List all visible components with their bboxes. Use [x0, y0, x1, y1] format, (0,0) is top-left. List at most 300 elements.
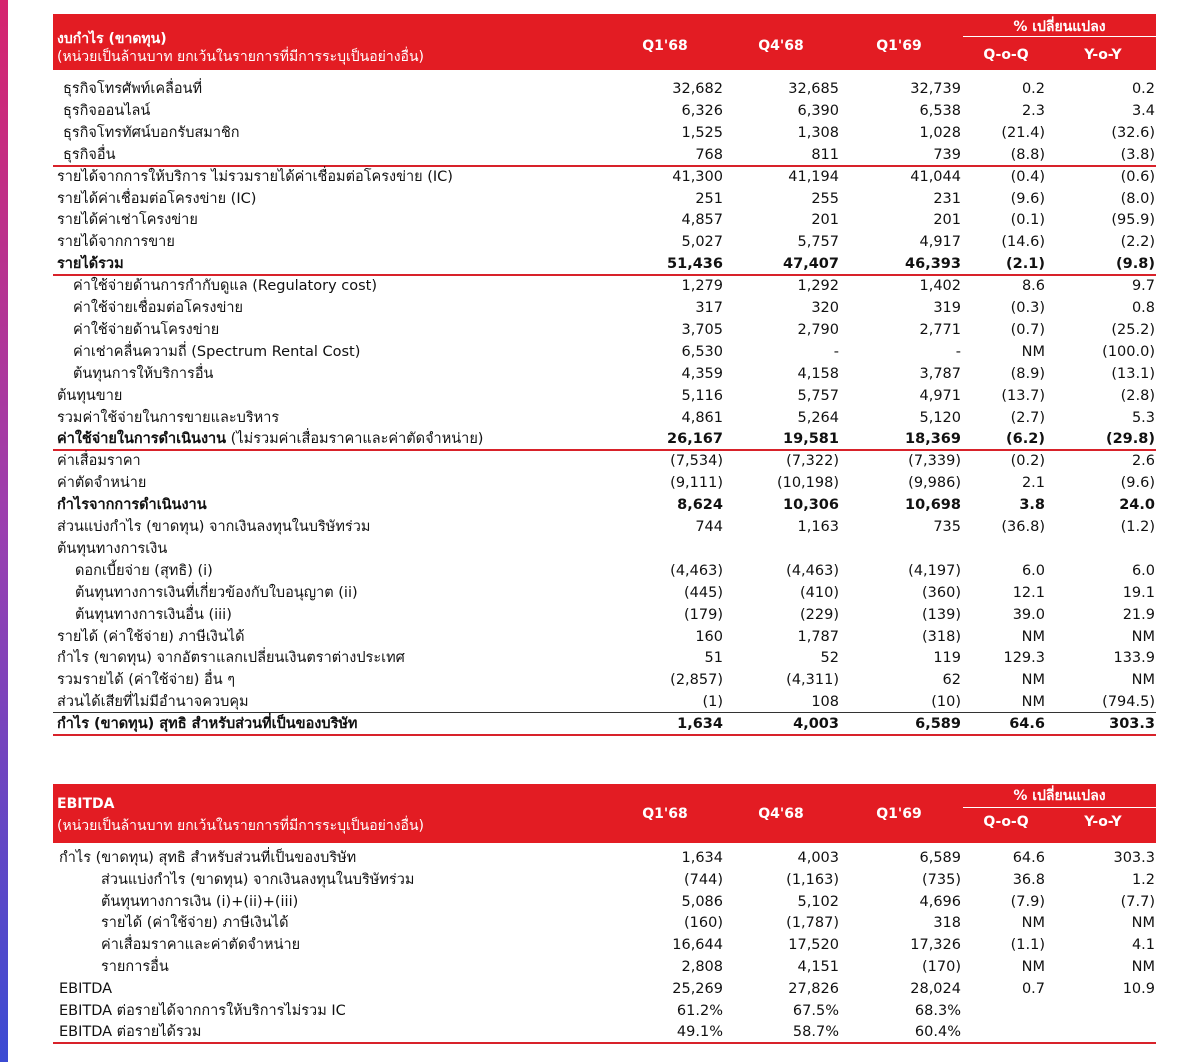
cell-value: 3.8 [1019, 497, 1045, 514]
cell-value: 2.3 [1021, 102, 1045, 119]
cell-value: 5,027 [681, 234, 723, 251]
cell-value: 17,520 [788, 937, 839, 954]
table-row [53, 472, 1156, 494]
table-row [53, 407, 1156, 429]
row-label-text: ต้นทุนขาย [57, 387, 123, 404]
cell-value: 9.7 [1131, 278, 1155, 295]
cell-value: 64.6 [1012, 850, 1045, 866]
cell-value: 319 [933, 300, 961, 316]
table-row [53, 297, 1156, 319]
cell-value: (170) [922, 959, 961, 975]
cell-value: 32,739 [910, 81, 961, 97]
table-row [53, 647, 1156, 669]
row-label [57, 450, 141, 472]
change-header: % เปลี่ยนแปลง [1013, 19, 1106, 35]
cell-value: 6.0 [1021, 562, 1045, 579]
table-row [53, 847, 1156, 869]
cell-value: 1,402 [919, 278, 961, 295]
row-label-text: กำไรจากการดำเนินงาน [57, 497, 207, 514]
col-header-q1-69: Q1'69 [876, 806, 922, 822]
row-label-text: ค่าเสื่อมราคา [57, 453, 141, 470]
cell-value: 5,757 [797, 234, 839, 251]
cell-value: 6,589 [919, 850, 961, 866]
table-row [53, 450, 1156, 472]
cell-value: 10,698 [905, 497, 961, 514]
table-row [53, 604, 1156, 626]
table-row [53, 275, 1156, 297]
cell-value: (735) [922, 871, 961, 888]
row-label [73, 363, 213, 385]
row-label [57, 231, 175, 253]
cell-value: 49.1% [676, 1024, 723, 1041]
table-title: งบกำไร (ขาดทุน) [57, 31, 167, 47]
cell-value: (32.6) [1111, 124, 1155, 141]
cell-value: 4,003 [797, 850, 839, 866]
cell-value: 4,359 [681, 365, 723, 382]
row-label-text: รายได้ (ค่าใช้จ่าย) ภาษีเงินได้ [101, 915, 289, 932]
cell-value: (100.0) [1102, 343, 1155, 360]
row-label-text: รายได้รวม [57, 256, 124, 273]
cell-value: (8.0) [1120, 190, 1155, 207]
col-header-q1-68: Q1'68 [642, 38, 688, 54]
row-label-text: รายได้ค่าเชื่อมต่อโครงข่าย (IC) [57, 190, 257, 207]
cell-value: 39.0 [1012, 606, 1045, 623]
row-label-text: ค่าใช้จ่ายด้านโครงข่าย [73, 321, 220, 338]
cell-value: 46,393 [905, 256, 961, 273]
col-header-q4-68: Q4'68 [758, 806, 804, 822]
cell-value: (0.7) [1010, 321, 1045, 338]
cell-value: 61.2% [676, 1002, 723, 1019]
cell-value: (318) [922, 628, 961, 645]
table-row [53, 560, 1156, 582]
cell-value: (179) [684, 606, 723, 623]
cell-value: (13.1) [1111, 365, 1155, 382]
row-label [73, 341, 360, 363]
cell-value: 5,757 [797, 387, 839, 404]
cell-value: (360) [922, 584, 961, 601]
col-header-q4-68: Q4'68 [758, 38, 804, 54]
cell-value: 4,003 [793, 716, 839, 733]
cell-value: (10) [931, 694, 961, 711]
cell-value: 51,436 [667, 256, 723, 273]
row-label [57, 209, 198, 231]
cell-value: 18,369 [905, 431, 961, 448]
row-label [57, 516, 370, 538]
cell-value: 201 [933, 212, 961, 229]
cell-value: 32,685 [788, 81, 839, 97]
row-label-text: รวมค่าใช้จ่ายในการขายและบริหาร [57, 409, 280, 426]
cell-value: (21.4) [1001, 124, 1045, 141]
cell-value: 52 [820, 650, 839, 667]
row-label-text: ค่าเสื่อมราคาและค่าตัดจำหน่าย [101, 937, 301, 954]
cell-value: 5,116 [681, 387, 723, 404]
cell-value: 5,120 [919, 409, 961, 426]
table-row [53, 691, 1156, 713]
col-header-q1-68: Q1'68 [642, 806, 688, 822]
cell-value: (9,111) [670, 475, 723, 492]
col-header-qoq: Q-o-Q [983, 47, 1029, 63]
cell-value: 6,589 [915, 716, 961, 733]
cell-value: 41,300 [672, 168, 723, 185]
cell-value: (160) [684, 915, 723, 932]
row-divider [53, 1042, 1156, 1044]
row-label-text: ธุรกิจโทรทัศน์บอกรับสมาชิก [63, 124, 240, 141]
cell-value: 5.3 [1131, 409, 1155, 426]
cell-value: 0.2 [1131, 81, 1155, 97]
cell-value: 4,971 [919, 387, 961, 404]
cell-value: 6,326 [681, 102, 723, 119]
col-header-qoq: Q-o-Q [983, 814, 1029, 830]
row-label-text: ดอกเบี้ยจ่าย (สุทธิ) (i) [75, 562, 213, 579]
cell-value: 303.3 [1113, 850, 1155, 866]
row-label [57, 385, 122, 407]
cell-value: 8.6 [1021, 278, 1045, 295]
table-row [53, 78, 1156, 100]
cell-value: 768 [695, 146, 723, 163]
cell-value: 16,644 [672, 937, 723, 954]
cell-value: (2.1) [1006, 256, 1045, 273]
table-row [53, 713, 1156, 735]
table-row [53, 869, 1156, 891]
table-row [53, 209, 1156, 231]
cell-value: - [833, 343, 839, 360]
cell-value: 119 [933, 650, 961, 667]
cell-value: 129.3 [1003, 650, 1045, 667]
cell-value: 133.9 [1113, 650, 1155, 667]
cell-value: 58.7% [792, 1024, 839, 1041]
row-label-text: ธุรกิจออนไลน์ [63, 102, 151, 119]
col-header-yoy: Y-o-Y [1084, 47, 1122, 63]
row-label-text: ธุรกิจอื่น [63, 146, 116, 163]
cell-value: 2,771 [919, 321, 961, 338]
header-divider [963, 36, 1156, 37]
row-label-text: ค่าใช้จ่ายเชื่อมต่อโครงข่าย [73, 300, 243, 316]
cell-value: 25,269 [672, 980, 723, 997]
cell-value: (36.8) [1001, 519, 1045, 535]
row-label-text: EBITDA ต่อรายได้รวม [59, 1024, 202, 1041]
row-label-text: ต้นทุนทางการเงินที่เกี่ยวข้องกับใบอนุญาต (ii) [75, 584, 358, 601]
cell-value: 51 [704, 650, 723, 667]
cell-value: 735 [933, 519, 961, 535]
cell-value: NM [1021, 694, 1045, 711]
cell-value: 1,634 [677, 716, 723, 733]
row-label [57, 407, 279, 429]
cell-value: (0.6) [1120, 168, 1155, 185]
cell-value: 4,151 [797, 959, 839, 975]
cell-value: 10.9 [1122, 980, 1155, 997]
cell-value: 1,292 [797, 278, 839, 295]
row-label [57, 428, 483, 450]
cell-value: 4,857 [681, 212, 723, 229]
row-label [101, 912, 288, 934]
row-label [59, 978, 112, 1000]
table-row [53, 363, 1156, 385]
row-label-text: ค่าใช้จ่ายในการดำเนินงาน [57, 431, 227, 448]
row-label [57, 538, 167, 560]
cell-value: 1.2 [1131, 871, 1155, 888]
table-row [53, 934, 1156, 956]
cell-value: (2.7) [1010, 409, 1045, 426]
cell-value: 3.4 [1131, 102, 1155, 119]
cell-value: (9.6) [1010, 190, 1045, 207]
cell-value: 28,024 [910, 980, 961, 997]
row-label [63, 122, 240, 144]
cell-value: (0.4) [1010, 168, 1045, 185]
cell-value: 21.9 [1122, 606, 1155, 623]
row-label-text: ส่วนได้เสียที่ไม่มีอำนาจควบคุม [57, 694, 249, 711]
row-label [63, 100, 150, 122]
table-row [53, 385, 1156, 407]
cell-value: 1,308 [797, 124, 839, 141]
cell-value: NM [1131, 915, 1155, 932]
cell-value: (0.1) [1010, 212, 1045, 229]
cell-value: 4,917 [919, 234, 961, 251]
row-label-text: ต้นทุนทางการเงินอื่น (iii) [75, 606, 232, 623]
cell-value: (14.6) [1001, 234, 1045, 251]
cell-value: 32,682 [672, 81, 723, 97]
cell-value: (2.8) [1120, 387, 1155, 404]
cell-value: 3,787 [919, 365, 961, 382]
cell-value: 201 [811, 212, 839, 229]
table-row [53, 494, 1156, 516]
cell-value: (9.6) [1120, 475, 1155, 492]
cell-value: (8.8) [1010, 146, 1045, 163]
row-label-text: รายได้ (ค่าใช้จ่าย) ภาษีเงินได้ [57, 628, 245, 645]
row-label [57, 188, 256, 210]
cell-value: 231 [933, 190, 961, 207]
cell-value: 2,790 [797, 321, 839, 338]
cell-value: (13.7) [1001, 387, 1045, 404]
cell-value: 255 [811, 190, 839, 207]
table-row [53, 341, 1156, 363]
table-row [53, 912, 1156, 934]
cell-value: (744) [684, 871, 723, 888]
cell-value: NM [1021, 915, 1045, 932]
row-label-text: กำไร (ขาดทุน) จากอัตราแลกเปลี่ยนเงินตราต่างประเทศ [57, 650, 405, 667]
cell-value: (410) [800, 584, 839, 601]
cell-value: (29.8) [1105, 431, 1155, 448]
cell-value: (9.8) [1116, 256, 1155, 273]
cell-value: 160 [695, 628, 723, 645]
cell-value: (25.2) [1111, 321, 1155, 338]
cell-value: 811 [811, 146, 839, 163]
cell-value: (4,197) [908, 562, 961, 579]
cell-value: (2.2) [1120, 234, 1155, 251]
row-label [57, 472, 146, 494]
cell-value: (1,163) [786, 871, 839, 888]
table-title: EBITDA [57, 796, 115, 812]
cell-value: 3,705 [681, 321, 723, 338]
row-label [57, 166, 453, 188]
row-divider [53, 734, 1156, 736]
row-label-text: ค่าใช้จ่ายด้านการกำกับดูแล (Regulatory cost) [73, 278, 377, 295]
cell-value: (95.9) [1111, 212, 1155, 229]
table-row [53, 428, 1156, 450]
row-label-note: (ไม่รวมค่าเสื่อมราคาและค่าตัดจำหน่าย) [226, 431, 484, 448]
cell-value: 4,861 [681, 409, 723, 426]
cell-value: (445) [684, 584, 723, 601]
cell-value: 24.0 [1119, 497, 1155, 514]
cell-value: 67.5% [792, 1002, 839, 1019]
row-label [101, 934, 300, 956]
row-label [57, 713, 358, 735]
header-divider [963, 807, 1156, 808]
change-header: % เปลี่ยนแปลง [1013, 788, 1106, 804]
cell-value: (8.9) [1010, 365, 1045, 382]
cell-value: 744 [695, 519, 723, 535]
cell-value: 2,808 [681, 959, 723, 975]
left-accent-bar [0, 0, 8, 1062]
cell-value: 41,194 [788, 168, 839, 185]
cell-value: (1) [702, 694, 723, 711]
row-label [57, 647, 405, 669]
table-row [53, 626, 1156, 648]
row-label-text: ต้นทุนการให้บริการอื่น [73, 365, 214, 382]
row-label-text: รายการอื่น [101, 959, 169, 975]
row-label [63, 78, 202, 100]
cell-value: 0.8 [1131, 300, 1155, 316]
cell-value: (6.2) [1006, 431, 1045, 448]
row-label [59, 847, 356, 869]
cell-value: NM [1021, 628, 1045, 645]
table-row [53, 956, 1156, 978]
cell-value: NM [1131, 628, 1155, 645]
row-label [73, 275, 377, 297]
cell-value: 68.3% [914, 1002, 961, 1019]
cell-value: (1,787) [786, 915, 839, 932]
row-label-text: รายได้จากการให้บริการ ไม่รวมรายได้ค่าเชื่อมต่อโครงข่าย (IC) [57, 168, 453, 185]
col-header-q1-69: Q1'69 [876, 38, 922, 54]
cell-value: 303.3 [1109, 716, 1155, 733]
row-label [57, 253, 124, 275]
cell-value: 6,530 [681, 343, 723, 360]
cell-value: (4,463) [786, 562, 839, 579]
col-header-yoy: Y-o-Y [1084, 814, 1122, 830]
cell-value: 26,167 [667, 431, 723, 448]
cell-value: 1,279 [681, 278, 723, 295]
cell-value: (7.9) [1010, 893, 1045, 910]
table-row [53, 669, 1156, 691]
cell-value: NM [1021, 672, 1045, 689]
table-row [53, 516, 1156, 538]
row-label-text: ค่าตัดจำหน่าย [57, 475, 147, 492]
cell-value: (9,986) [908, 475, 961, 492]
cell-value: (794.5) [1102, 694, 1155, 711]
row-label-text: กำไร (ขาดทุน) สุทธิ สำหรับส่วนที่เป็นของบริษัท [57, 716, 358, 733]
cell-value: 5,086 [681, 893, 723, 910]
row-label-text: ส่วนแบ่งกำไร (ขาดทุน) จากเงินลงทุนในบริษัทร่วม [101, 871, 415, 888]
cell-value: 108 [811, 694, 839, 711]
cell-value: 19,581 [783, 431, 839, 448]
cell-value: 64.6 [1009, 716, 1045, 733]
row-label [57, 691, 249, 713]
row-label [73, 319, 219, 341]
cell-value: - [955, 343, 961, 360]
cell-value: (0.2) [1010, 453, 1045, 470]
cell-value: 6,538 [919, 102, 961, 119]
cell-value: NM [1131, 672, 1155, 689]
cell-value: 17,326 [910, 937, 961, 954]
cell-value: (10,198) [776, 475, 839, 492]
cell-value: 6.0 [1131, 562, 1155, 579]
cell-value: 19.1 [1122, 584, 1155, 601]
cell-value: (4,311) [786, 672, 839, 689]
row-label-text: ส่วนแบ่งกำไร (ขาดทุน) จากเงินลงทุนในบริษัทร่วม [57, 519, 371, 535]
cell-value: 27,826 [788, 980, 839, 997]
table-row [53, 166, 1156, 188]
cell-value: 2.6 [1131, 453, 1155, 470]
cell-value: 10,306 [783, 497, 839, 514]
table-row [53, 253, 1156, 275]
cell-value: 317 [695, 300, 723, 316]
table-row [53, 978, 1156, 1000]
cell-value: 8,624 [677, 497, 723, 514]
table-row [53, 319, 1156, 341]
cell-value: 2.1 [1021, 475, 1045, 492]
table-row [53, 231, 1156, 253]
cell-value: NM [1021, 959, 1045, 975]
row-label [101, 869, 414, 891]
cell-value: (139) [922, 606, 961, 623]
table-row [53, 891, 1156, 913]
row-label-text: รายได้ค่าเช่าโครงข่าย [57, 212, 198, 229]
cell-value: 0.2 [1021, 81, 1045, 97]
cell-value: (4,463) [670, 562, 723, 579]
cell-value: 320 [811, 300, 839, 316]
cell-value: (1.1) [1010, 937, 1045, 954]
cell-value: 6,390 [797, 102, 839, 119]
cell-value: NM [1021, 343, 1045, 360]
cell-value: 1,525 [681, 124, 723, 141]
row-label [101, 891, 298, 913]
cell-value: (7,534) [670, 453, 723, 470]
table-row [53, 538, 1156, 560]
cell-value: 1,787 [797, 628, 839, 645]
cell-value: NM [1131, 959, 1155, 975]
table-row [53, 188, 1156, 210]
row-label [75, 560, 213, 582]
income-statement-table [53, 14, 1156, 733]
cell-value: 4,696 [919, 893, 961, 910]
cell-value: 62 [942, 672, 961, 689]
row-label-text: รายได้จากการขาย [57, 234, 175, 251]
cell-value: 47,407 [783, 256, 839, 273]
cell-value: 739 [933, 146, 961, 163]
cell-value: (1.2) [1120, 519, 1155, 535]
cell-value: 4.1 [1131, 937, 1155, 954]
row-label [57, 626, 244, 648]
table-header [53, 784, 1156, 843]
row-label [63, 144, 116, 166]
table-row [53, 1000, 1156, 1022]
row-label-text: ธุรกิจโทรศัพท์เคลื่อนที่ [63, 81, 203, 97]
cell-value: 1,028 [919, 124, 961, 141]
cell-value: 5,264 [797, 409, 839, 426]
row-label-text: ค่าเช่าคลื่นความถี่ (Spectrum Rental Cost) [73, 343, 361, 360]
cell-value: (2,857) [670, 672, 723, 689]
cell-value: 5,102 [797, 893, 839, 910]
table-row [53, 100, 1156, 122]
cell-value: 318 [933, 915, 961, 932]
row-label [73, 297, 243, 319]
row-label [75, 582, 358, 604]
row-label-text: EBITDA [59, 980, 113, 997]
cell-value: (7,339) [908, 453, 961, 470]
table-subtitle: (หน่วยเป็นล้านบาท ยกเว้นในรายการที่มีการระบุเป็นอย่างอื่น) [57, 49, 424, 65]
cell-value: 60.4% [914, 1024, 961, 1041]
cell-value: (229) [800, 606, 839, 623]
row-label [59, 1021, 201, 1043]
